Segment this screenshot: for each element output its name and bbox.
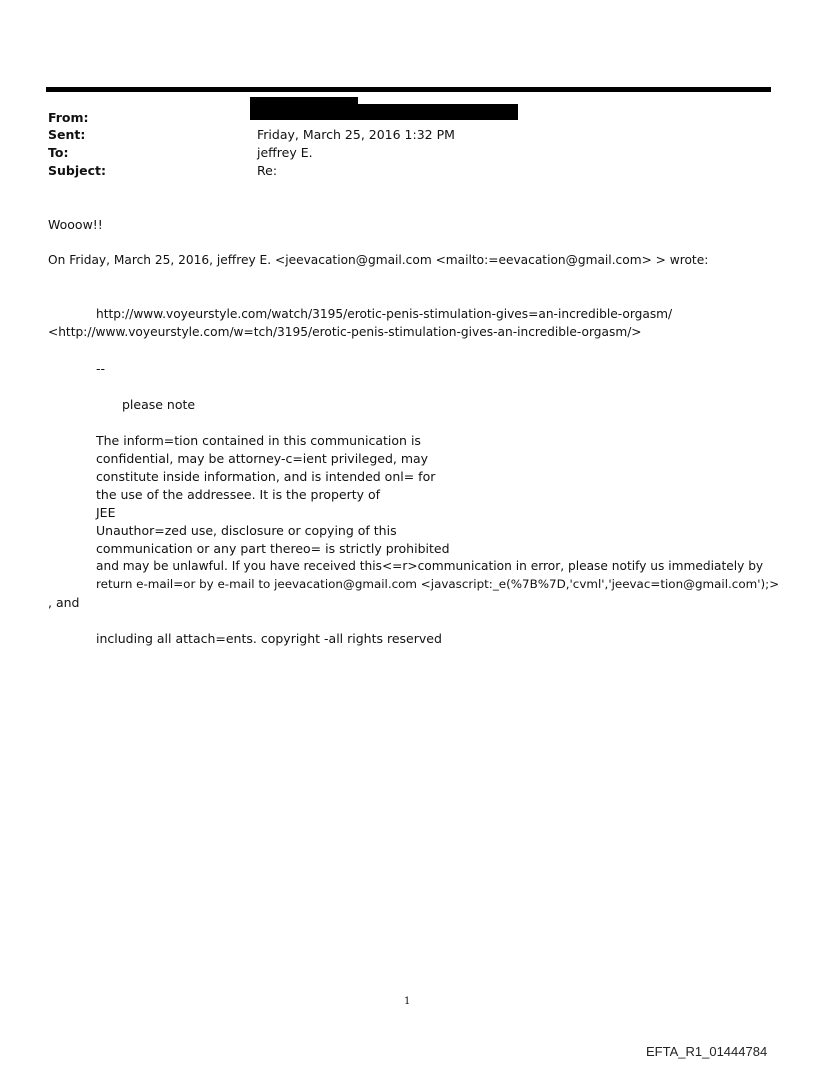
quote-intro: On Friday, March 25, 2016, jeffrey E. <jeevacation@gmail.com <mailto:=eevacation@gmail.com> > wrote: [48,253,709,267]
subject-label: Subject: [48,163,106,178]
disclaimer-line: communication or any part thereo= is strictly prohibited [96,541,450,556]
redaction-bar [250,104,518,120]
sent-value: Friday, March 25, 2016 1:32 PM [257,127,455,142]
disclaimer-line: The inform=tion contained in this communication is [96,433,421,448]
link-url[interactable]: http://www.voyeurstyle.com/watch/3195/erotic-penis-stimulation-gives=an-incredible-orgasm/ [96,307,673,321]
subject-value: Re: [257,163,278,178]
page-number: 1 [404,996,411,1007]
please-note: please note [122,397,196,412]
disclaimer-line: return e-mail=or by e-mail to jeevacation@gmail.com <javascript:_e(%7B%7D,'cvml','jeevac=tion@gmail.com');> [96,577,780,591]
document-id: EFTA_R1_01444784 [646,1044,768,1059]
from-label: From: [48,110,89,125]
disclaimer-line: constitute inside information, and is intended onl= for [96,469,436,484]
disclaimer-line: Unauthor=zed use, disclosure or copying of this [96,523,397,538]
signature-dash: -- [96,361,106,376]
disclaimer-line: confidential, may be attorney-c=ient privileged, may [96,451,429,466]
closing-line: including all attach=ents. copyright -all rights reserved [96,631,442,646]
reply-text: Wooow!! [48,217,103,232]
disclaimer-line: JEE [96,505,116,520]
disclaimer-line: and may be unlawful. If you have received this<=r>communication in error, please notify us immediately by [96,559,764,573]
and-line: , and [48,595,80,610]
sent-label: Sent: [48,127,86,142]
disclaimer-line: the use of the addressee. It is the property of [96,487,381,502]
header-rule [46,87,771,92]
to-value: jeffrey E. [257,145,313,160]
link-url-bracketed[interactable]: <http://www.voyeurstyle.com/w=tch/3195/erotic-penis-stimulation-gives-an-incredible-orgasm/> [48,325,642,339]
to-label: To: [48,145,69,160]
